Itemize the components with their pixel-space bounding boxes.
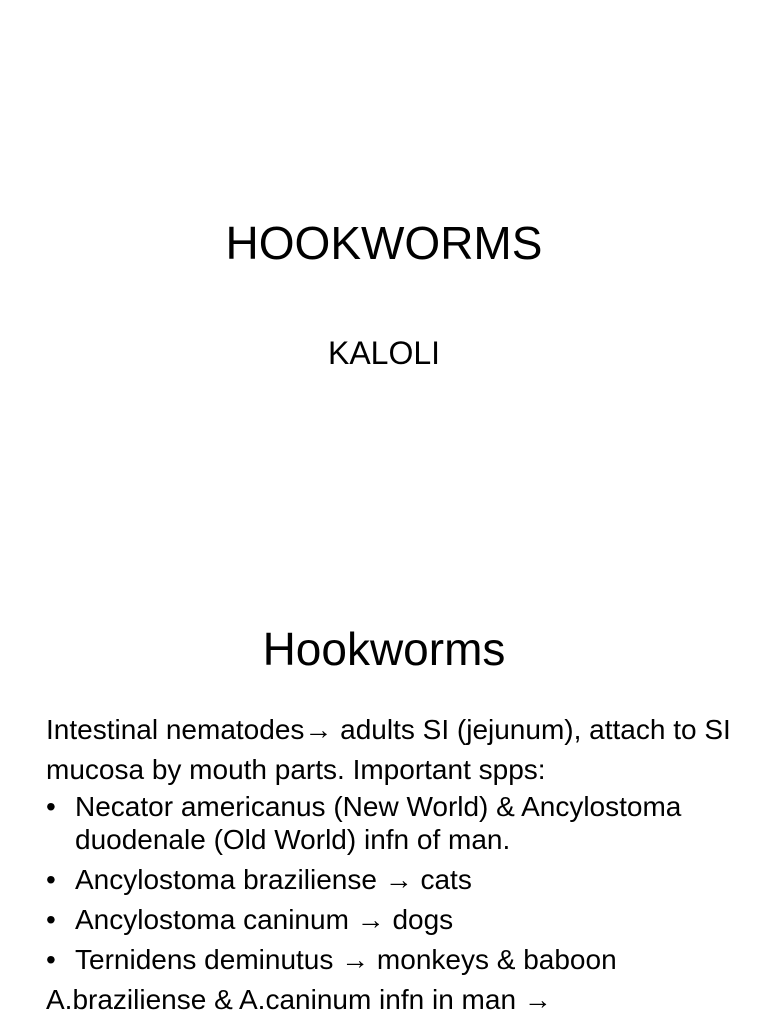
closing-line: A.braziliense & A.caninum infn in man →	[46, 984, 552, 1015]
bullet-text: Ancylostoma caninum → dogs	[75, 904, 454, 935]
bullet-item	[46, 903, 746, 936]
bullet-item	[46, 790, 746, 856]
bullet-marker: •	[46, 791, 56, 822]
bullet-list	[46, 790, 746, 983]
intro-paragraph: Intestinal nematodes→ adults SI (jejunum), attach to SI mucosa by mouth parts. Important spps:	[46, 714, 731, 785]
bullet-marker: •	[46, 904, 56, 935]
slide-subtitle: KALOLI	[327, 335, 441, 371]
section-title: Hookworms	[262, 623, 506, 675]
bullet-item	[46, 863, 746, 896]
slide-title: HOOKWORMS	[225, 217, 543, 269]
bullet-marker: •	[46, 864, 56, 895]
bullet-marker: •	[46, 944, 56, 975]
bullet-text: Ternidens deminutus → monkeys & baboon	[75, 944, 617, 975]
bullet-text: Necator americanus (New World) & Ancylostoma duodenale (Old World) infn of man.	[75, 791, 682, 855]
bullet-item	[46, 943, 746, 976]
bullet-text: Ancylostoma braziliense → cats	[75, 864, 472, 895]
